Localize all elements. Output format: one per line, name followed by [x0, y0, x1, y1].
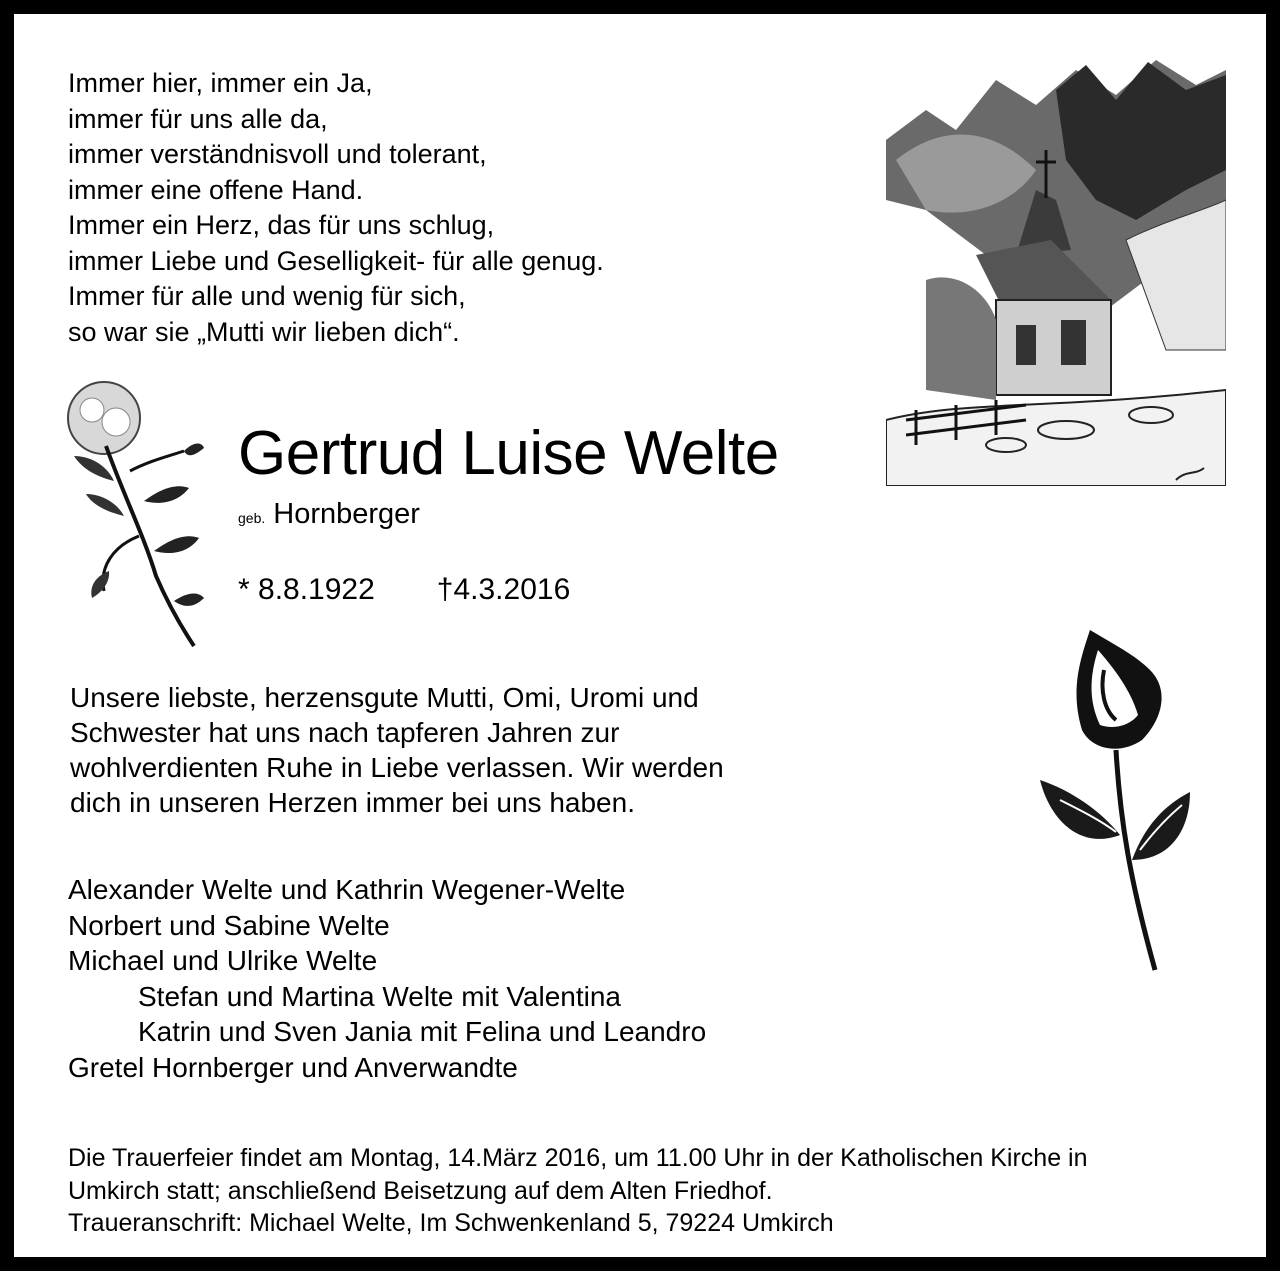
footer-line: Umkirch statt; anschließend Beisetzung auf dem Alten Friedhof. [68, 1176, 773, 1205]
poem-line: immer Liebe und Geselligkeit- für alle genug. [68, 245, 604, 276]
poem-line: Immer hier, immer ein Ja, [68, 68, 373, 98]
poem [68, 66, 604, 350]
family-line: Katrin und Sven Jania mit Felina und Leandro [138, 1016, 707, 1047]
message-line: wohlverdienten Ruhe in Liebe verlassen. Wir werden [70, 752, 724, 783]
family-line: Michael und Ulrike Welte [68, 945, 378, 976]
family-list [68, 872, 706, 1085]
poem-line: Immer für alle und wenig für sich, [68, 281, 466, 311]
poem-line: Immer ein Herz, das für uns schlug, [68, 210, 495, 240]
message-line: dich in unseren Herzen immer bei uns haben. [70, 787, 635, 818]
rose-icon [1020, 620, 1200, 980]
chapel-drawing-icon [886, 50, 1226, 486]
birth-name: Hornberger [273, 498, 420, 530]
life-dates [238, 570, 570, 610]
footer-line: Traueranschrift: Michael Welte, Im Schwenkenland 5, 79224 Umkirch [68, 1209, 834, 1237]
birth-name-line [238, 496, 420, 536]
family-line: Alexander Welte und Kathrin Wegener-Welte [68, 874, 626, 905]
family-line: Norbert und Sabine Welte [68, 909, 390, 941]
geb-label: geb. [238, 510, 266, 526]
poem-line: so war sie „Mutti wir lieben dich“. [68, 316, 460, 347]
birth-date: * 8.8.1922 [238, 573, 375, 606]
family-line: Gretel Hornberger und Anverwandte [68, 1051, 518, 1083]
funeral-details [68, 1142, 1088, 1240]
death-date: †4.3.2016 [436, 573, 571, 606]
flower-branch-icon [44, 376, 214, 656]
family-line: Stefan und Martina Welte mit Valentina [138, 980, 621, 1012]
poem-line: immer für uns alle da, [68, 103, 328, 134]
poem-line: immer eine offene Hand. [68, 174, 364, 205]
poem-line: immer verständnisvoll und tolerant, [68, 139, 487, 169]
message-line: Unsere liebste, herzensgute Mutti, Omi, Uromi und [70, 682, 699, 713]
message-line: Schwester hat uns nach tapferen Jahren zur [70, 717, 620, 748]
deceased-name: Gertrud Luise Welte [238, 419, 779, 488]
footer-line: Die Trauerfeier findet am Montag, 14.März 2016, um 11.00 Uhr in der Katholischen Kirche in [68, 1144, 1088, 1172]
mourning-message [70, 680, 724, 820]
